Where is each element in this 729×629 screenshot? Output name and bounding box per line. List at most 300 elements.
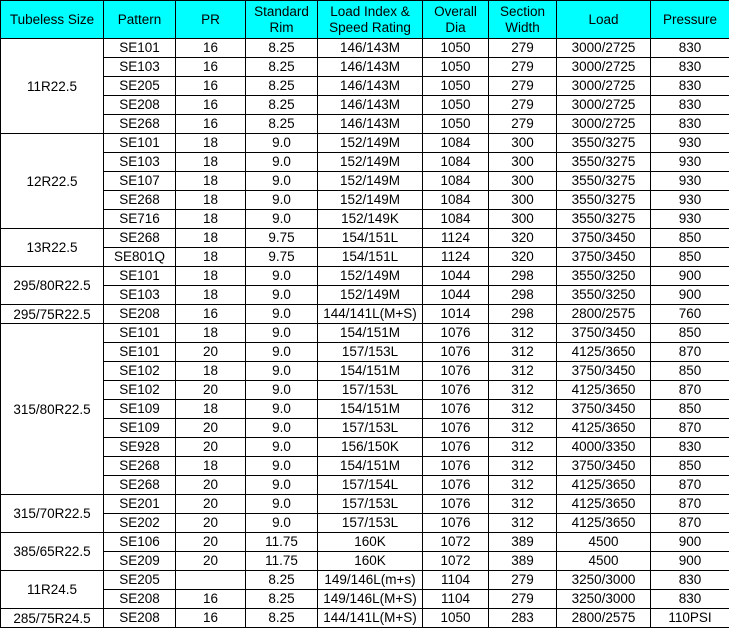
cell-overall-dia: 1076 — [423, 476, 489, 495]
cell-pr: 18 — [176, 172, 246, 191]
table-row — [1, 400, 729, 419]
table-row — [1, 191, 729, 210]
cell-pattern: SE101 — [104, 343, 176, 362]
cell-load: 3750/3450 — [557, 457, 651, 476]
cell-pressure: 850 — [651, 457, 729, 476]
cell-load: 3550/3250 — [557, 267, 651, 286]
cell-pattern: SE109 — [104, 400, 176, 419]
cell-load-index: 152/149M — [318, 267, 423, 286]
cell-load: 3000/2725 — [557, 39, 651, 58]
cell-overall-dia: 1104 — [423, 590, 489, 609]
cell-tubeless-size: 11R22.5 — [1, 39, 104, 134]
cell-pattern: SE209 — [104, 552, 176, 571]
cell-pattern: SE109 — [104, 419, 176, 438]
cell-load: 3550/3275 — [557, 153, 651, 172]
cell-pattern: SE801Q — [104, 248, 176, 267]
cell-pressure: 900 — [651, 267, 729, 286]
cell-pressure: 830 — [651, 438, 729, 457]
header-standard-rim — [246, 1, 318, 39]
cell-section-width: 320 — [489, 248, 557, 267]
cell-load-index: 154/151L — [318, 229, 423, 248]
cell-overall-dia: 1076 — [423, 438, 489, 457]
cell-pressure: 900 — [651, 533, 729, 552]
cell-pattern: SE716 — [104, 210, 176, 229]
cell-load: 3550/3250 — [557, 286, 651, 305]
cell-pressure: 870 — [651, 495, 729, 514]
cell-load-index: 160K — [318, 533, 423, 552]
cell-pressure: 830 — [651, 96, 729, 115]
cell-standard-rim: 9.0 — [246, 286, 318, 305]
cell-pressure: 110PSI — [651, 609, 729, 628]
cell-standard-rim: 9.0 — [246, 343, 318, 362]
cell-overall-dia: 1014 — [423, 305, 489, 324]
header-load: Load — [557, 1, 651, 39]
table-row — [1, 476, 729, 495]
cell-load: 3250/3000 — [557, 571, 651, 590]
cell-overall-dia: 1076 — [423, 362, 489, 381]
cell-overall-dia: 1050 — [423, 58, 489, 77]
cell-standard-rim: 9.0 — [246, 134, 318, 153]
cell-pressure: 830 — [651, 115, 729, 134]
cell-standard-rim: 8.25 — [246, 115, 318, 134]
cell-standard-rim: 9.0 — [246, 400, 318, 419]
cell-pressure: 870 — [651, 476, 729, 495]
cell-load-index: 152/149M — [318, 191, 423, 210]
table-row — [1, 362, 729, 381]
cell-pattern: SE102 — [104, 381, 176, 400]
header-section-width — [489, 1, 557, 39]
table-header — [1, 1, 729, 39]
cell-standard-rim: 8.25 — [246, 571, 318, 590]
cell-section-width: 312 — [489, 457, 557, 476]
cell-pr — [176, 571, 246, 590]
cell-overall-dia: 1050 — [423, 39, 489, 58]
cell-standard-rim: 9.75 — [246, 248, 318, 267]
cell-section-width: 279 — [489, 115, 557, 134]
cell-load-index: 152/149M — [318, 134, 423, 153]
cell-section-width: 312 — [489, 514, 557, 533]
cell-pr: 20 — [176, 552, 246, 571]
cell-pressure: 830 — [651, 590, 729, 609]
cell-load: 3750/3450 — [557, 362, 651, 381]
cell-load-index: 154/151M — [318, 457, 423, 476]
cell-overall-dia: 1076 — [423, 343, 489, 362]
cell-pressure: 850 — [651, 324, 729, 343]
cell-load: 3550/3275 — [557, 172, 651, 191]
cell-standard-rim: 9.0 — [246, 210, 318, 229]
cell-overall-dia: 1084 — [423, 172, 489, 191]
cell-load-index: 146/143M — [318, 77, 423, 96]
cell-load: 3750/3450 — [557, 324, 651, 343]
header-load-index — [318, 1, 423, 39]
cell-tubeless-size: 295/75R22.5 — [1, 305, 104, 324]
cell-load-index: 146/143M — [318, 96, 423, 115]
cell-tubeless-size: 13R22.5 — [1, 229, 104, 267]
table-row — [1, 514, 729, 533]
cell-pattern: SE107 — [104, 172, 176, 191]
cell-section-width: 279 — [489, 96, 557, 115]
header-standard-rim-label: Standard Rim — [254, 3, 309, 35]
cell-load: 3550/3275 — [557, 191, 651, 210]
cell-section-width: 300 — [489, 134, 557, 153]
cell-pr: 20 — [176, 438, 246, 457]
cell-load-index: 157/153L — [318, 495, 423, 514]
cell-load-index: 157/153L — [318, 381, 423, 400]
cell-pr: 20 — [176, 476, 246, 495]
cell-pressure: 870 — [651, 419, 729, 438]
cell-load-index: 152/149K — [318, 210, 423, 229]
cell-pattern: SE202 — [104, 514, 176, 533]
cell-tubeless-size: 11R24.5 — [1, 571, 104, 609]
cell-pressure: 870 — [651, 381, 729, 400]
cell-pr: 16 — [176, 39, 246, 58]
cell-section-width: 312 — [489, 400, 557, 419]
cell-standard-rim: 11.75 — [246, 552, 318, 571]
cell-section-width: 312 — [489, 362, 557, 381]
cell-pattern: SE106 — [104, 533, 176, 552]
cell-overall-dia: 1044 — [423, 286, 489, 305]
cell-pr: 18 — [176, 248, 246, 267]
table-row — [1, 495, 729, 514]
cell-pressure: 930 — [651, 153, 729, 172]
cell-load-index: 154/151M — [318, 400, 423, 419]
cell-pressure: 870 — [651, 343, 729, 362]
cell-pr: 18 — [176, 324, 246, 343]
cell-load: 4125/3650 — [557, 514, 651, 533]
cell-section-width: 312 — [489, 419, 557, 438]
table-row — [1, 134, 729, 153]
cell-load-index: 146/143M — [318, 115, 423, 134]
cell-standard-rim: 9.0 — [246, 172, 318, 191]
cell-overall-dia: 1050 — [423, 77, 489, 96]
cell-pressure: 850 — [651, 400, 729, 419]
cell-pr: 16 — [176, 115, 246, 134]
cell-standard-rim: 8.25 — [246, 609, 318, 628]
table-row — [1, 229, 729, 248]
cell-pressure: 930 — [651, 134, 729, 153]
cell-tubeless-size: 315/80R22.5 — [1, 324, 104, 495]
cell-tubeless-size: 285/75R24.5 — [1, 609, 104, 628]
cell-section-width: 279 — [489, 58, 557, 77]
cell-section-width: 312 — [489, 495, 557, 514]
cell-pressure: 930 — [651, 191, 729, 210]
cell-pr: 16 — [176, 590, 246, 609]
cell-pattern: SE928 — [104, 438, 176, 457]
cell-standard-rim: 9.0 — [246, 324, 318, 343]
cell-standard-rim: 9.0 — [246, 153, 318, 172]
cell-tubeless-size: 12R22.5 — [1, 134, 104, 229]
table-row — [1, 590, 729, 609]
cell-pr: 18 — [176, 134, 246, 153]
header-row — [1, 1, 729, 39]
cell-load: 4500 — [557, 533, 651, 552]
cell-load-index: 144/141L(M+S) — [318, 609, 423, 628]
cell-overall-dia: 1076 — [423, 419, 489, 438]
cell-pr: 16 — [176, 77, 246, 96]
cell-section-width: 312 — [489, 324, 557, 343]
cell-pr: 18 — [176, 400, 246, 419]
cell-tubeless-size: 385/65R22.5 — [1, 533, 104, 571]
cell-standard-rim: 9.75 — [246, 229, 318, 248]
cell-pressure: 850 — [651, 362, 729, 381]
table-row — [1, 267, 729, 286]
header-pattern: Pattern — [104, 1, 176, 39]
cell-overall-dia: 1076 — [423, 400, 489, 419]
cell-tubeless-size: 315/70R22.5 — [1, 495, 104, 533]
cell-overall-dia: 1124 — [423, 229, 489, 248]
table-row — [1, 438, 729, 457]
cell-pr: 16 — [176, 609, 246, 628]
cell-pressure: 850 — [651, 229, 729, 248]
cell-pressure: 760 — [651, 305, 729, 324]
table-row — [1, 381, 729, 400]
cell-pattern: SE101 — [104, 39, 176, 58]
cell-standard-rim: 8.25 — [246, 58, 318, 77]
cell-pattern: SE268 — [104, 476, 176, 495]
cell-pr: 18 — [176, 153, 246, 172]
cell-load: 3250/3000 — [557, 590, 651, 609]
cell-load: 4000/3350 — [557, 438, 651, 457]
cell-overall-dia: 1076 — [423, 495, 489, 514]
cell-overall-dia: 1104 — [423, 571, 489, 590]
table-row — [1, 286, 729, 305]
cell-standard-rim: 9.0 — [246, 381, 318, 400]
table-row — [1, 96, 729, 115]
cell-pattern: SE205 — [104, 77, 176, 96]
cell-pr: 18 — [176, 210, 246, 229]
table-row — [1, 305, 729, 324]
cell-pattern: SE101 — [104, 324, 176, 343]
cell-pressure: 830 — [651, 58, 729, 77]
table-row — [1, 324, 729, 343]
header-pr: PR — [176, 1, 246, 39]
cell-pr: 20 — [176, 514, 246, 533]
cell-load: 3550/3275 — [557, 134, 651, 153]
cell-load-index: 149/146L(M+S) — [318, 590, 423, 609]
cell-load-index: 157/153L — [318, 419, 423, 438]
table-row — [1, 571, 729, 590]
cell-pattern: SE201 — [104, 495, 176, 514]
cell-pr: 18 — [176, 267, 246, 286]
table-row — [1, 210, 729, 229]
cell-section-width: 279 — [489, 77, 557, 96]
table-row — [1, 609, 729, 628]
table-row — [1, 343, 729, 362]
cell-pressure: 830 — [651, 77, 729, 96]
cell-overall-dia: 1050 — [423, 115, 489, 134]
cell-load-index: 160K — [318, 552, 423, 571]
cell-pattern: SE101 — [104, 267, 176, 286]
cell-load: 3000/2725 — [557, 58, 651, 77]
cell-pr: 16 — [176, 58, 246, 77]
cell-tubeless-size: 295/80R22.5 — [1, 267, 104, 305]
cell-load-index: 146/143M — [318, 58, 423, 77]
cell-pattern: SE208 — [104, 609, 176, 628]
cell-standard-rim: 9.0 — [246, 495, 318, 514]
cell-overall-dia: 1084 — [423, 191, 489, 210]
cell-load-index: 154/151M — [318, 362, 423, 381]
cell-pr: 16 — [176, 96, 246, 115]
cell-overall-dia: 1084 — [423, 153, 489, 172]
cell-pattern: SE268 — [104, 191, 176, 210]
cell-load: 3000/2725 — [557, 115, 651, 134]
cell-standard-rim: 9.0 — [246, 438, 318, 457]
cell-pr: 20 — [176, 381, 246, 400]
cell-overall-dia: 1050 — [423, 609, 489, 628]
cell-standard-rim: 9.0 — [246, 457, 318, 476]
cell-overall-dia: 1044 — [423, 267, 489, 286]
table-row — [1, 172, 729, 191]
cell-load: 3750/3450 — [557, 248, 651, 267]
cell-overall-dia: 1084 — [423, 134, 489, 153]
cell-overall-dia: 1050 — [423, 96, 489, 115]
table-row — [1, 153, 729, 172]
cell-section-width: 298 — [489, 286, 557, 305]
table-row — [1, 248, 729, 267]
cell-load: 2800/2575 — [557, 305, 651, 324]
cell-pressure: 830 — [651, 571, 729, 590]
cell-section-width: 389 — [489, 533, 557, 552]
cell-pattern: SE268 — [104, 457, 176, 476]
cell-load: 4125/3650 — [557, 343, 651, 362]
cell-section-width: 279 — [489, 39, 557, 58]
cell-load: 3000/2725 — [557, 77, 651, 96]
cell-overall-dia: 1072 — [423, 533, 489, 552]
cell-pattern: SE101 — [104, 134, 176, 153]
cell-pattern: SE268 — [104, 115, 176, 134]
cell-section-width: 312 — [489, 438, 557, 457]
cell-pattern: SE208 — [104, 305, 176, 324]
cell-load: 4125/3650 — [557, 381, 651, 400]
cell-section-width: 312 — [489, 343, 557, 362]
cell-overall-dia: 1076 — [423, 381, 489, 400]
header-tubeless-size: Tubeless Size — [1, 1, 104, 39]
cell-load-index: 154/151M — [318, 324, 423, 343]
header-load-index-label: Load Index & Speed Rating — [329, 3, 411, 35]
cell-overall-dia: 1076 — [423, 324, 489, 343]
header-overall-dia-label: Overall Dia — [434, 3, 477, 35]
cell-pr: 18 — [176, 191, 246, 210]
cell-load: 3750/3450 — [557, 229, 651, 248]
cell-load: 3550/3275 — [557, 210, 651, 229]
cell-load: 4125/3650 — [557, 476, 651, 495]
cell-standard-rim: 8.25 — [246, 96, 318, 115]
cell-overall-dia: 1084 — [423, 210, 489, 229]
cell-standard-rim: 9.0 — [246, 514, 318, 533]
cell-section-width: 300 — [489, 153, 557, 172]
cell-section-width: 320 — [489, 229, 557, 248]
cell-section-width: 389 — [489, 552, 557, 571]
cell-load: 3000/2725 — [557, 96, 651, 115]
cell-section-width: 279 — [489, 590, 557, 609]
cell-section-width: 300 — [489, 172, 557, 191]
cell-pr: 18 — [176, 286, 246, 305]
cell-pr: 18 — [176, 229, 246, 248]
header-overall-dia — [423, 1, 489, 39]
cell-load-index: 152/149M — [318, 286, 423, 305]
cell-load-index: 144/141L(M+S) — [318, 305, 423, 324]
cell-pressure: 850 — [651, 248, 729, 267]
cell-pr: 18 — [176, 362, 246, 381]
cell-standard-rim: 11.75 — [246, 533, 318, 552]
cell-pr: 20 — [176, 419, 246, 438]
cell-load-index: 157/154L — [318, 476, 423, 495]
table-row — [1, 552, 729, 571]
cell-pattern: SE205 — [104, 571, 176, 590]
cell-pressure: 930 — [651, 172, 729, 191]
cell-overall-dia: 1076 — [423, 457, 489, 476]
cell-standard-rim: 9.0 — [246, 476, 318, 495]
cell-standard-rim: 9.0 — [246, 267, 318, 286]
cell-load: 4125/3650 — [557, 419, 651, 438]
cell-load-index: 157/153L — [318, 343, 423, 362]
cell-pressure: 830 — [651, 39, 729, 58]
cell-pattern: SE103 — [104, 58, 176, 77]
cell-section-width: 279 — [489, 571, 557, 590]
cell-section-width: 283 — [489, 609, 557, 628]
cell-standard-rim: 8.25 — [246, 590, 318, 609]
table-row — [1, 533, 729, 552]
cell-pattern: SE268 — [104, 229, 176, 248]
cell-load-index: 152/149M — [318, 153, 423, 172]
table-row — [1, 457, 729, 476]
header-pressure: Pressure — [651, 1, 729, 39]
cell-load: 2800/2575 — [557, 609, 651, 628]
cell-overall-dia: 1124 — [423, 248, 489, 267]
cell-section-width: 312 — [489, 476, 557, 495]
cell-load: 4500 — [557, 552, 651, 571]
cell-load-index: 152/149M — [318, 172, 423, 191]
cell-load-index: 154/151L — [318, 248, 423, 267]
cell-load: 3750/3450 — [557, 400, 651, 419]
cell-pr: 20 — [176, 343, 246, 362]
table-row — [1, 115, 729, 134]
cell-pattern: SE103 — [104, 286, 176, 305]
table-row — [1, 77, 729, 96]
cell-load: 4125/3650 — [557, 495, 651, 514]
cell-standard-rim: 9.0 — [246, 191, 318, 210]
cell-overall-dia: 1076 — [423, 514, 489, 533]
cell-section-width: 300 — [489, 210, 557, 229]
cell-pattern: SE102 — [104, 362, 176, 381]
cell-pattern: SE208 — [104, 96, 176, 115]
cell-standard-rim: 8.25 — [246, 77, 318, 96]
cell-pressure: 900 — [651, 552, 729, 571]
table-row — [1, 39, 729, 58]
cell-pressure: 930 — [651, 210, 729, 229]
cell-pr: 20 — [176, 533, 246, 552]
cell-pressure: 870 — [651, 514, 729, 533]
cell-section-width: 298 — [489, 267, 557, 286]
cell-pattern: SE103 — [104, 153, 176, 172]
cell-pr: 16 — [176, 305, 246, 324]
cell-standard-rim: 9.0 — [246, 305, 318, 324]
header-section-width-label: Section Width — [499, 3, 546, 35]
cell-pressure: 900 — [651, 286, 729, 305]
cell-pr: 20 — [176, 495, 246, 514]
cell-overall-dia: 1072 — [423, 552, 489, 571]
cell-load-index: 157/153L — [318, 514, 423, 533]
table-row — [1, 419, 729, 438]
cell-load-index: 156/150K — [318, 438, 423, 457]
table-body — [1, 39, 729, 628]
cell-pr: 18 — [176, 457, 246, 476]
cell-load-index: 149/146L(m+s) — [318, 571, 423, 590]
cell-section-width: 312 — [489, 381, 557, 400]
cell-load-index: 146/143M — [318, 39, 423, 58]
cell-section-width: 300 — [489, 191, 557, 210]
cell-standard-rim: 9.0 — [246, 362, 318, 381]
